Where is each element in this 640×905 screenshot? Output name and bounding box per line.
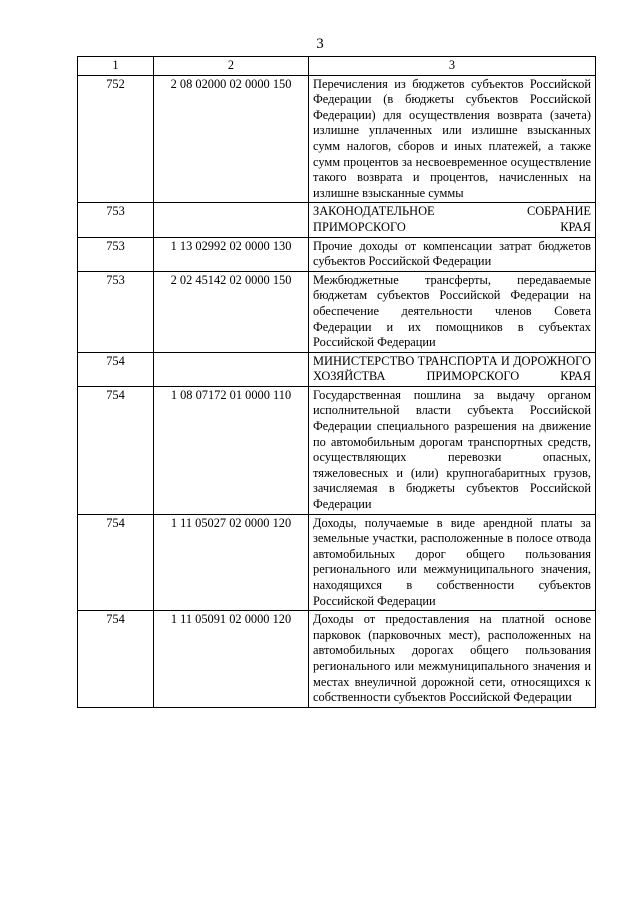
admin-code-cell: 754 bbox=[78, 352, 154, 386]
revenue-name-cell: Государственная пошлина за выдачу органом исполнительной власти субъекта Российской Федерации специального разрешения на движение по автомобильным дорогам транспортных средств, осуществляющих перевозки опасных, тяжеловесных и (или) крупногабаритных грузов, зачисляемая в бюджеты субъектов Российской Федерации bbox=[309, 386, 596, 514]
table-row bbox=[78, 271, 596, 352]
table-row bbox=[78, 352, 596, 386]
revenue-classification-table bbox=[77, 56, 596, 708]
admin-code-cell: 754 bbox=[78, 514, 154, 611]
table-row bbox=[78, 514, 596, 611]
admin-code-cell: 753 bbox=[78, 271, 154, 352]
budget-code-cell: 2 02 45142 02 0000 150 bbox=[154, 271, 309, 352]
administrator-heading-cell: ЗАКОНОДАТЕЛЬНОЕ СОБРАНИЕ ПРИМОРСКОГО КРАЯ bbox=[309, 203, 596, 237]
admin-code-cell: 752 bbox=[78, 75, 154, 203]
column-header-3: 3 bbox=[309, 57, 596, 76]
column-header-2: 2 bbox=[154, 57, 309, 76]
administrator-heading-cell: МИНИСТЕРСТВО ТРАНСПОРТА И ДОРОЖНОГО ХОЗЯЙСТВА ПРИМОРСКОГО КРАЯ bbox=[309, 352, 596, 386]
table-row bbox=[78, 611, 596, 708]
table-row bbox=[78, 237, 596, 271]
budget-code-cell bbox=[154, 352, 309, 386]
admin-code-cell: 753 bbox=[78, 203, 154, 237]
table-row bbox=[78, 203, 596, 237]
budget-code-cell: 1 11 05091 02 0000 120 bbox=[154, 611, 309, 708]
budget-code-cell: 1 13 02992 02 0000 130 bbox=[154, 237, 309, 271]
revenue-name-cell: Перечисления из бюджетов субъектов Российской Федерации (в бюджеты субъектов Российской Федерации) для осуществления возврата (зачета) излишне уплаченных или излишне взысканных сумм налогов, сборов и иных платежей, а также сумм процентов за несвоевременное осуществление такого возврата и процентов, начисленных на излишне взысканные суммы bbox=[309, 75, 596, 203]
admin-code-cell: 754 bbox=[78, 611, 154, 708]
table-row bbox=[78, 75, 596, 203]
table-header-row bbox=[78, 57, 596, 76]
revenue-name-cell: Межбюджетные трансферты, передаваемые бюджетам субъектов Российской Федерации на обеспечение деятельности членов Совета Федерации и их помощников в субъектах Российской Федерации bbox=[309, 271, 596, 352]
table-row bbox=[78, 386, 596, 514]
budget-code-cell: 1 08 07172 01 0000 110 bbox=[154, 386, 309, 514]
admin-code-cell: 754 bbox=[78, 386, 154, 514]
revenue-name-cell: Доходы от предоставления на платной основе парковок (парковочных мест), расположенных на автомобильных дорогах общего пользования регионального или межмуниципального значения и местах внеуличной дорожной сети, относящихся к собственности субъектов Российской Федерации bbox=[309, 611, 596, 708]
revenue-name-cell: Прочие доходы от компенсации затрат бюджетов субъектов Российской Федерации bbox=[309, 237, 596, 271]
budget-code-cell: 2 08 02000 02 0000 150 bbox=[154, 75, 309, 203]
budget-code-cell bbox=[154, 203, 309, 237]
column-header-1: 1 bbox=[78, 57, 154, 76]
budget-code-cell: 1 11 05027 02 0000 120 bbox=[154, 514, 309, 611]
page-number: 3 bbox=[316, 36, 324, 52]
revenue-name-cell: Доходы, получаемые в виде арендной платы за земельные участки, расположенные в полосе отвода автомобильных дорог общего пользования регионального или межмуниципального значения, находящихся в собственности субъектов Российской Федерации bbox=[309, 514, 596, 611]
admin-code-cell: 753 bbox=[78, 237, 154, 271]
